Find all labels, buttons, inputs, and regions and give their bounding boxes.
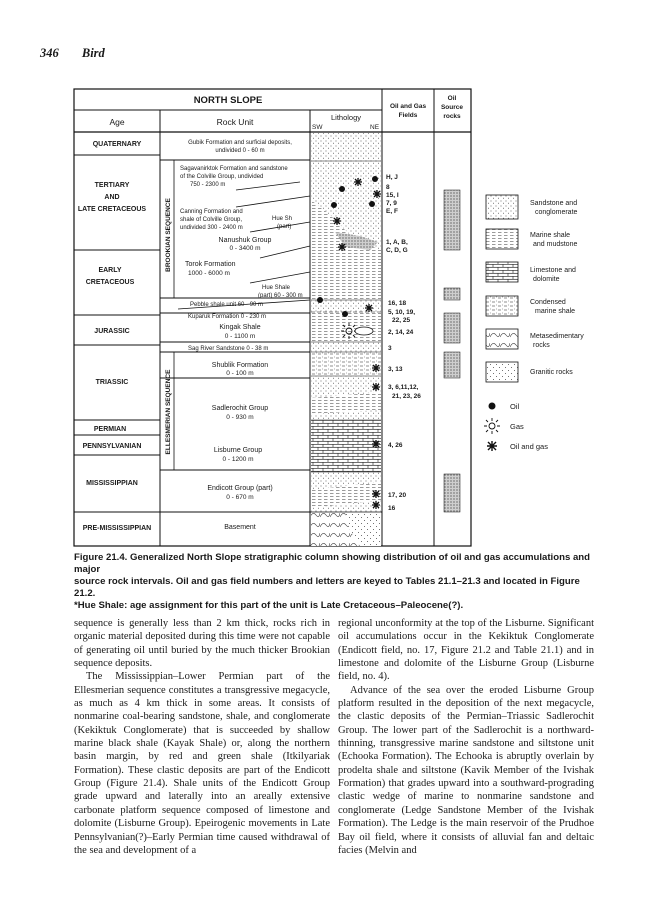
fields-sadl-2: 21, 23, 26 — [392, 393, 421, 400]
unit-kuparuk: Kuparuk Formation 0 - 230 m — [188, 314, 267, 320]
field-numbers — [386, 174, 421, 512]
age-jurassic: JURASSIC — [94, 328, 130, 335]
unit-sadlerochit-1: Sadlerochit Group — [211, 405, 269, 412]
ne-label: NE — [370, 124, 380, 131]
fields-kingak: 2, 14, 24 — [388, 329, 414, 336]
unit-torok-2: 1000 - 6000 m — [188, 270, 230, 277]
figure-frame — [74, 89, 471, 546]
legend-metased-1: Metasedimentary — [530, 333, 584, 340]
legend-granitic: Granitic rocks — [530, 369, 573, 376]
left-paragraph-2: The Mississippian–Lower Permian part of the Ellesmerian sequence constitutes a transgressive megacycle, as much as 4 km thick in some areas. It consists of nonmarine coal-bearing sandstone, shale, and conglomerate (Kekiktuk Conglomerate) that is succeeded by shallow marine black shale (Kayak Shale) or, along the northern basin margin, by red and green shale (Itkilyariak Formation). These clastic deposits are part of the Endicott Group (Figure 21.4). Shale units of the Endicott Group grade upward and laterally into an areally extensive carbonate platform sequence composed of limestone and dolomite (Lisburne Group). Epeirogenic movements in Late Pennsylvanian(?)–Early Permian time caused withdrawal of the sea and development of a — [74, 671, 330, 856]
condensed-shale-lens — [355, 327, 373, 335]
unit-torok-1: Torok Formation — [185, 261, 236, 268]
oil-marker — [317, 297, 323, 303]
fields-tert-4: E, F — [386, 208, 398, 215]
unit-sagavanirktok-3: 750 - 2300 m — [190, 182, 226, 188]
unit-kingak-2: 0 - 1100 m — [224, 333, 256, 340]
unit-canning-2: shale of Colville Group, — [180, 217, 243, 223]
legend-shale-1: Marine shale — [530, 232, 571, 239]
unit-hue-shale-2: (part) 60 - 300 m — [258, 293, 303, 299]
legend-gas-icon — [484, 418, 500, 434]
caption-line-2: source rock intervals. Oil and gas field numbers and letters are keyed to Tables 21.1–21.3 and located in Figure 21.2. — [74, 576, 580, 599]
legend-limestone-2: dolomite — [533, 276, 560, 283]
unit-sag-river: Sag River Sandstone 0 - 38 m — [188, 346, 269, 352]
unit-canning-3: undivided 300 - 2400 m — [180, 225, 243, 231]
unit-endicott-2: 0 - 670 m — [226, 494, 254, 501]
oil-marker — [372, 176, 378, 182]
lithology-column — [311, 133, 381, 546]
fields-header-line1: Oil and Gas — [389, 103, 427, 110]
fields-hj: H, J — [386, 174, 398, 181]
fields-end: 17, 20 — [388, 492, 407, 499]
legend-limestone-1: Limestone and — [530, 267, 576, 274]
source-header-line2: Source — [440, 104, 464, 111]
fields-tert-3: 7, 9 — [386, 200, 397, 207]
legend-oil-and-gas-icon — [487, 441, 497, 451]
age-quaternary: QUATERNARY — [92, 141, 142, 148]
fields-shublik: 3, 13 — [388, 366, 403, 373]
unit-basement: Basement — [224, 524, 256, 531]
fields-kup-3: 22, 25 — [392, 317, 411, 324]
source-header-line3: rocks — [443, 113, 461, 120]
unit-endicott-1: Endicott Group (part) — [207, 485, 273, 492]
figure-title: NORTH SLOPE — [193, 95, 263, 106]
unit-lisburne-2: 0 - 1200 m — [222, 456, 254, 463]
age-header: Age — [109, 117, 125, 127]
lithology-header: Lithology — [330, 113, 362, 122]
legend-oil-icon — [489, 403, 496, 410]
unit-kingak-1: Kingak Shale — [219, 324, 261, 331]
legend-swatch-marine-shale — [486, 229, 518, 249]
unit-lisburne-1: Lisburne Group — [213, 447, 263, 454]
legend-oil: Oil — [510, 402, 520, 411]
fields-tert-2: 15, I — [386, 192, 399, 199]
age-permian: PERMIAN — [93, 426, 127, 433]
age-triassic: TRIASSIC — [95, 379, 129, 386]
fields-kup-1: 16, 18 — [388, 300, 407, 307]
right-paragraph-2: Advance of the sea over the eroded Lisburne Group platform resulted in the deposition of the next megacycle, the clastic deposits of the Permian–Triassic Sadlerochit Group. The lower part of the Sadlerochit is a northward-thinning, transgressive marine sandstone and siltstone unit (Echooka Formation). The Echooka is abruptly overlain by prodelta shale and siltstone (Kavik Member of the Ivishak Formation) that grades upward into a southward-prograding clastic wedge of marine to nonmarine sandstone and conglomerate (Ledge Sandstone Member of the Ivishak Formation). The Ledge is the main reservoir of the Prudhoe Bay oil field, where it consists of alluvial fan and deltaic facies (Melvin and — [338, 684, 594, 856]
source-header-line1: Oil — [447, 95, 457, 102]
age-pennsylvanian: PENNSYLVANIAN — [82, 443, 142, 450]
fields-nanushuk-2: C, D, G — [386, 247, 408, 254]
caption-line-3: *Hue Shale: age assignment for this part of the unit is Late Cretaceous–Paleocene(?). — [74, 600, 464, 611]
age-tertiary-1: TERTIARY — [94, 182, 130, 189]
unit-nanushuk-2: 0 - 3400 m — [229, 245, 261, 252]
age-mississippian: MISSISSIPPIAN — [86, 480, 138, 487]
unit-shublik-1: Shublik Formation — [211, 362, 269, 369]
fields-base: 16 — [388, 505, 396, 512]
fields-lis: 4, 26 — [388, 442, 403, 449]
fields-tert-1: 8 — [386, 184, 390, 191]
fields-kup-2: 5, 10, 19, — [388, 309, 416, 316]
legend-condensed-2: marine shale — [535, 308, 576, 315]
legend — [484, 195, 584, 451]
legend-shale-2: and mudstone — [533, 241, 578, 248]
legend-condensed-1: Condensed — [530, 299, 566, 306]
unit-sagavanirktok-1: Sagavanirktok Formation and sandstone — [180, 166, 288, 172]
rock-unit-header: Rock Unit — [216, 117, 254, 127]
unit-hue-sh-1: Hue Sh — [272, 216, 293, 222]
unit-gubik-2: undivided 0 - 60 m — [215, 148, 265, 154]
sw-label: SW — [312, 124, 323, 131]
unit-hue-sh-2: (part) — [277, 224, 292, 230]
figure-caption — [74, 552, 594, 612]
legend-sandstone-2: conglomerate — [535, 209, 578, 216]
right-paragraph-1: regional unconformity at the top of the Lisburne. Significant oil accumulations occur in the Kekiktuk Conglomerate (Endicott field, no. 17, Figure 21.2 and Table 21.1) and in limestone and dolomite of the Lisburne Group (Lisburne field, no. 4). — [338, 618, 594, 683]
legend-swatch-granitic — [486, 362, 518, 382]
unit-hue-shale-1: Hue Shale — [262, 285, 291, 291]
age-tertiary-2: AND — [104, 194, 120, 201]
running-author: Bird — [81, 46, 105, 60]
left-paragraph-1: sequence is generally less than 2 km thick, rocks rich in organic material deposited during this time were not capable of generating oil until buried by the much thicker Brookian sequence deposits. — [74, 618, 330, 670]
unit-sagavanirktok-2: of the Colville Group, undivided — [180, 174, 264, 180]
fields-sadl-1: 3, 6,11,12, — [388, 384, 419, 391]
age-early-cretaceous-2: CRETACEOUS — [85, 279, 135, 286]
brookian-sequence-label: BROOKIAN SEQUENCE — [165, 198, 172, 272]
caption-line-1: Figure 21.4. Generalized North Slope stratigraphic column showing distribution of oil and gas accumulations and major — [74, 552, 591, 575]
fields-nanushuk-1: 1, A, B, — [386, 239, 408, 246]
oil-marker — [339, 186, 345, 192]
unit-sadlerochit-2: 0 - 930 m — [226, 414, 254, 421]
legend-oil-and-gas: Oil and gas — [510, 442, 548, 451]
body-column-right — [338, 617, 594, 857]
age-tertiary-3: LATE CRETACEOUS — [77, 206, 147, 213]
legend-swatch-metased — [486, 329, 518, 349]
legend-sandstone-1: Sandstone and — [530, 200, 578, 207]
body-column-left — [74, 617, 330, 857]
oil-marker — [342, 311, 348, 317]
legend-swatch-sandstone — [486, 195, 518, 219]
legend-swatch-limestone — [486, 262, 518, 282]
unit-canning-1: Canning Formation and — [180, 209, 243, 215]
fields-header-line2: Fields — [398, 112, 418, 119]
age-early-cretaceous-1: EARLY — [98, 267, 122, 274]
unit-shublik-2: 0 - 100 m — [226, 370, 254, 377]
oil-marker — [369, 201, 375, 207]
fields-sag: 3 — [388, 345, 392, 352]
unit-gubik-1: Gubik Formation and surficial deposits, — [188, 140, 292, 146]
legend-gas: Gas — [510, 422, 524, 431]
oil-marker — [331, 202, 337, 208]
unit-nanushuk-1: Nanushuk Group — [218, 237, 272, 244]
page-number: 346 — [40, 46, 59, 60]
unit-pebble: Pebble shale unit 60 - 90 m — [190, 302, 264, 308]
ellesmerian-sequence-label: ELLESMERIAN SEQUENCE — [165, 369, 172, 455]
legend-swatch-condensed — [486, 296, 518, 316]
source-rock-bars — [444, 190, 460, 512]
age-pre-mississippian: PRE-MISSISSIPPIAN — [82, 525, 152, 532]
legend-metased-2: rocks — [533, 342, 550, 349]
